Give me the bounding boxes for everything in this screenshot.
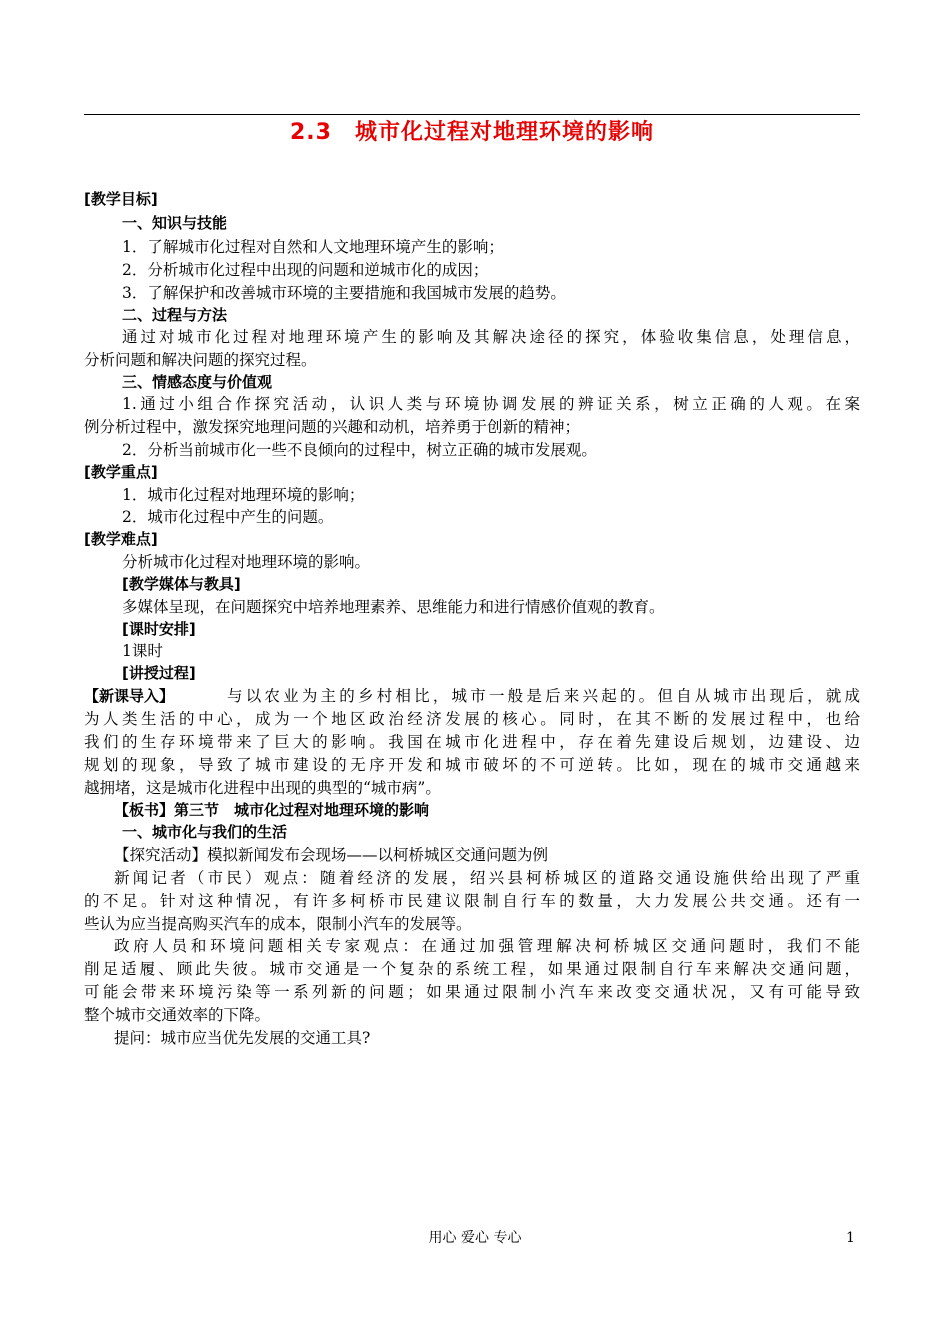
goal-item-1: 1．了解城市化过程对自然和人文地理环境产生的影响；	[122, 238, 504, 256]
heading-media: [教学媒体与教具]	[122, 575, 241, 593]
key-point-1: 1．城市化过程对地理环境的影响；	[122, 486, 365, 504]
heading-teaching-goals: [教学目标]	[84, 190, 158, 208]
section-heading: 一、城市化与我们的生活	[122, 823, 288, 841]
reporter-view-line: 些认为应当提高购买汽车的成本，限制小汽车的发展等。	[84, 915, 472, 933]
attitude-text-line: 1.通过小组合作探究活动，认识人类与环境协调发展的辨证关系，树立正确的人观。在案	[122, 395, 860, 413]
expert-view-line: 可能会带来环境污染等一系列新的问题；如果通过限制小汽车来改变交通状况，又有可能导致	[84, 983, 860, 1001]
subheading-process: 二、过程与方法	[122, 306, 228, 324]
intro-text-line: 越拥堵，这是城市化进程中出现的典型的“城市病”。	[84, 779, 441, 797]
goal-item-2: 2．分析城市化过程中出现的问题和逆城市化的成因；	[122, 261, 489, 279]
reporter-view-line: 的不足。针对这种情况，有许多柯桥市民建议限制自行车的数量，大力发展公共交通。还有一	[84, 892, 860, 910]
reporter-view-line: 新闻记者（市民）观点：随着经济的发展，绍兴县柯桥城区的道路交通设施供给出现了严重	[114, 869, 860, 887]
expert-view-line: 削足适履、顾此失彼。城市交通是一个复杂的系统工程，如果通过限制自行车来解决交通问题，	[84, 960, 860, 978]
goal-item-3: 3．了解保护和改善城市环境的主要措施和我国城市发展的趋势。	[122, 284, 566, 302]
heading-lecture: [讲授过程]	[122, 664, 196, 682]
difficulty-text: 分析城市化过程对地理环境的影响。	[122, 553, 371, 571]
intro-text-line: 规划的现象，导致了城市建设的无序开发和城市破坏的不可逆转。比如，现在的城市交通越来	[84, 756, 860, 774]
heading-schedule: [课时安排]	[122, 620, 196, 638]
expert-view-line: 整个城市交通效率的下降。	[84, 1006, 271, 1024]
attitude-text-line: 例分析过程中，激发探究地理问题的兴趣和动机，培养勇于创新的精神；	[84, 418, 581, 436]
heading-key-points: [教学重点]	[84, 463, 158, 481]
question-line: 提问：城市应当优先发展的交通工具?	[114, 1029, 371, 1047]
key-point-2: 2．城市化过程中产生的问题。	[122, 508, 334, 526]
intro-label: 【新课导入】	[84, 687, 175, 705]
header-rule	[84, 114, 860, 115]
intro-text-line: 为人类生活的中心，成为一个地区政治经济发展的核心。同时，在其不断的发展过程中，也给	[84, 710, 860, 728]
attitude-text-line: 2．分析当前城市化一些不良倾向的过程中，树立正确的城市发展观。	[122, 441, 597, 459]
schedule-text: 1课时	[122, 642, 163, 660]
document-title: 2.3 城市化过程对地理环境的影响	[290, 120, 654, 145]
media-text: 多媒体呈现，在问题探究中培养地理素养、思维能力和进行情感价值观的教育。	[122, 598, 665, 616]
process-text-line: 分析问题和解决问题的探究过程。	[84, 351, 317, 369]
subheading-attitude: 三、情感态度与价值观	[122, 373, 273, 391]
subheading-knowledge: 一、知识与技能	[122, 214, 228, 232]
page-footer: 用心 爱心 专心	[428, 1230, 522, 1246]
board-heading: 【板书】第三节 城市化过程对地理环境的影响	[114, 801, 430, 819]
page-number: 1	[846, 1230, 855, 1246]
expert-view-line: 政府人员和环境问题相关专家观点：在通过加强管理解决柯桥城区交通问题时，我们不能	[114, 937, 860, 955]
heading-difficulties: [教学难点]	[84, 530, 158, 548]
intro-text-line: 我们的生存环境带来了巨大的影响。我国在城市化进程中，存在着先建设后规划，边建设、边	[84, 733, 860, 751]
intro-text-line: 与以农业为主的乡村相比，城市一般是后来兴起的。但自从城市出现后，就成	[227, 687, 860, 705]
activity-line: 【探究活动】模拟新闻发布会现场——以柯桥城区交通问题为例	[114, 846, 549, 864]
process-text-line: 通过对城市化过程对地理环境产生的影响及其解决途径的探究，体验收集信息，处理信息，	[122, 328, 860, 346]
